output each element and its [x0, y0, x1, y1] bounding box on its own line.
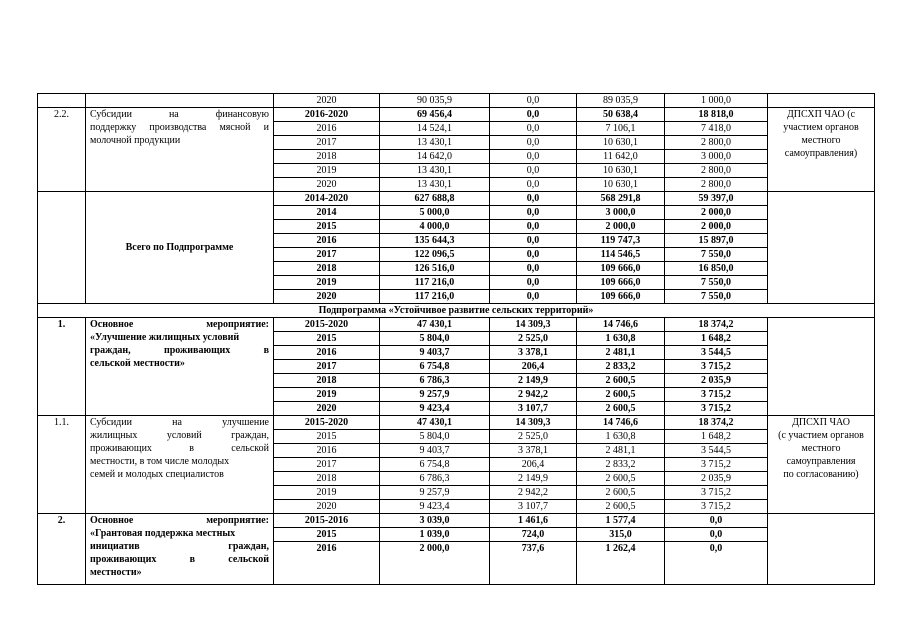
- item-code: 2.: [38, 514, 86, 585]
- cell-fed: 0,0: [490, 248, 577, 262]
- cell-reg: 14 746,6: [577, 416, 665, 430]
- cell-year: 2015-2020: [274, 318, 380, 332]
- table-row: [38, 416, 875, 430]
- cell-other: 2 000,0: [665, 206, 768, 220]
- cell-year: 2020: [274, 402, 380, 416]
- cell-reg: 1 262,4: [577, 542, 665, 585]
- cell-total: 4 000,0: [380, 220, 490, 234]
- cell-total: 1 039,0: [380, 528, 490, 542]
- code-cell: [38, 192, 86, 304]
- item-description: [86, 318, 274, 416]
- item-description: [86, 108, 274, 192]
- text-line: граждан, проживающих в: [90, 345, 269, 356]
- cell-year: 2020: [274, 94, 380, 108]
- cell-other: 18 374,2: [665, 416, 768, 430]
- cell-total: 90 035,9: [380, 94, 490, 108]
- cell-reg: 11 642,0: [577, 150, 665, 164]
- text-line: Основное мероприятие:: [90, 515, 269, 526]
- cell-total: 9 403,7: [380, 444, 490, 458]
- cell-fed: 0,0: [490, 122, 577, 136]
- text-line: проживающих в сельской: [90, 443, 269, 454]
- cell-total: 47 430,1: [380, 318, 490, 332]
- cell-year: 2015: [274, 332, 380, 346]
- text-line: сельской местности»: [90, 358, 185, 369]
- cell-total: 135 644,3: [380, 234, 490, 248]
- cell-total: 117 216,0: [380, 276, 490, 290]
- cell-reg: 89 035,9: [577, 94, 665, 108]
- cell-fed: 14 309,3: [490, 416, 577, 430]
- text-line: «Грантовая поддержка местных: [90, 528, 236, 539]
- cell-total: 9 423,4: [380, 402, 490, 416]
- cell-total: 5 804,0: [380, 332, 490, 346]
- item-description: [86, 416, 274, 514]
- cell-year: 2019: [274, 388, 380, 402]
- cell-total: 13 430,1: [380, 164, 490, 178]
- cell-reg: 114 546,5: [577, 248, 665, 262]
- cell-reg: 2 600,5: [577, 500, 665, 514]
- cell-year: 2020: [274, 500, 380, 514]
- cell-fed: 724,0: [490, 528, 577, 542]
- cell-fed: 2 942,2: [490, 486, 577, 500]
- cell-total: 6 754,8: [380, 360, 490, 374]
- cell-reg: 1 577,4: [577, 514, 665, 528]
- cell-other: 18 818,0: [665, 108, 768, 122]
- cell-year: 2016: [274, 234, 380, 248]
- cell-year: 2018: [274, 262, 380, 276]
- text-line: «Улучшение жилищных условий: [90, 332, 240, 343]
- cell-total: 13 430,1: [380, 136, 490, 150]
- cell-year: 2014: [274, 206, 380, 220]
- executor-cell: [768, 416, 875, 514]
- cell-reg: 2 833,2: [577, 360, 665, 374]
- cell-year: 2015: [274, 430, 380, 444]
- cell-total: 627 688,8: [380, 192, 490, 206]
- cell-reg: 2 481,1: [577, 346, 665, 360]
- cell-fed: 0,0: [490, 192, 577, 206]
- cell-other: 3 000,0: [665, 150, 768, 164]
- executor-cell: [768, 94, 875, 108]
- cell-fed: 0,0: [490, 220, 577, 234]
- table-body: [38, 94, 875, 585]
- cell-other: 3 715,2: [665, 402, 768, 416]
- cell-total: 6 786,3: [380, 374, 490, 388]
- cell-reg: 1 630,8: [577, 332, 665, 346]
- item-code: 1.: [38, 318, 86, 416]
- cell-total: 13 430,1: [380, 178, 490, 192]
- cell-other: 7 550,0: [665, 276, 768, 290]
- table-row: [38, 304, 875, 318]
- table-row: [38, 192, 875, 206]
- text-line: Основное мероприятие:: [90, 319, 269, 330]
- cell-reg: 3 000,0: [577, 206, 665, 220]
- cell-other: 2 035,9: [665, 374, 768, 388]
- cell-other: 7 550,0: [665, 248, 768, 262]
- cell-other: 2 035,9: [665, 472, 768, 486]
- executor-cell: [768, 514, 875, 585]
- table-row: [38, 108, 875, 122]
- cell-fed: 0,0: [490, 262, 577, 276]
- cell-fed: 206,4: [490, 458, 577, 472]
- cell-fed: 737,6: [490, 542, 577, 585]
- cell-reg: 109 666,0: [577, 262, 665, 276]
- cell-year: 2016: [274, 444, 380, 458]
- cell-other: 16 850,0: [665, 262, 768, 276]
- cell-other: 2 800,0: [665, 178, 768, 192]
- cell-year: 2015: [274, 528, 380, 542]
- cell-reg: 1 630,8: [577, 430, 665, 444]
- cell-total: 9 257,9: [380, 388, 490, 402]
- cell-reg: 109 666,0: [577, 290, 665, 304]
- cell-reg: 10 630,1: [577, 164, 665, 178]
- executor-cell: ДПСХП ЧАО (с участием органов местного самоуправления): [768, 108, 875, 192]
- cell-year: 2017: [274, 248, 380, 262]
- cell-fed: 3 107,7: [490, 500, 577, 514]
- item-code: 2.2.: [38, 108, 86, 192]
- cell-reg: 2 000,0: [577, 220, 665, 234]
- cell-other: 2 000,0: [665, 220, 768, 234]
- cell-total: 3 039,0: [380, 514, 490, 528]
- cell-total: 9 423,4: [380, 500, 490, 514]
- cell-total: 9 403,7: [380, 346, 490, 360]
- cell-reg: 119 747,3: [577, 234, 665, 248]
- cell-total: 117 216,0: [380, 290, 490, 304]
- cell-total: 69 456,4: [380, 108, 490, 122]
- cell-other: 3 715,2: [665, 388, 768, 402]
- cell-reg: 568 291,8: [577, 192, 665, 206]
- cell-year: 2019: [274, 486, 380, 500]
- cell-fed: 0,0: [490, 178, 577, 192]
- cell-year: 2016-2020: [274, 108, 380, 122]
- cell-fed: 206,4: [490, 360, 577, 374]
- subprogram-title: Подпрограмма «Устойчивое развитие сельских территорий»: [38, 304, 875, 318]
- executor-cell: [768, 192, 875, 304]
- cell-year: 2015: [274, 220, 380, 234]
- cell-reg: 50 638,4: [577, 108, 665, 122]
- cell-year: 2019: [274, 276, 380, 290]
- cell-fed: 0,0: [490, 164, 577, 178]
- cell-year: 2018: [274, 150, 380, 164]
- cell-reg: 2 600,5: [577, 486, 665, 500]
- executor-cell: [768, 318, 875, 416]
- cell-other: 15 897,0: [665, 234, 768, 248]
- text-line: Субсидии на финансовую: [90, 109, 269, 120]
- cell-other: 2 800,0: [665, 164, 768, 178]
- cell-fed: 0,0: [490, 150, 577, 164]
- cell-reg: 10 630,1: [577, 178, 665, 192]
- cell-total: 6 786,3: [380, 472, 490, 486]
- cell-other: 7 418,0: [665, 122, 768, 136]
- cell-year: 2018: [274, 472, 380, 486]
- cell-other: 1 648,2: [665, 332, 768, 346]
- cell-other: 3 715,2: [665, 458, 768, 472]
- text-line: (с участием органов: [778, 430, 864, 441]
- cell-year: 2016: [274, 122, 380, 136]
- text-line: Субсидии на улучшение: [90, 417, 269, 428]
- cell-other: 59 397,0: [665, 192, 768, 206]
- cell-total: 122 096,5: [380, 248, 490, 262]
- cell-total: 9 257,9: [380, 486, 490, 500]
- text-line: местности, в том числе молодых: [90, 456, 230, 467]
- text-line: местности»: [90, 567, 142, 578]
- cell-reg: 2 481,1: [577, 444, 665, 458]
- cell-reg: 109 666,0: [577, 276, 665, 290]
- cell-fed: 3 107,7: [490, 402, 577, 416]
- cell-total: 6 754,8: [380, 458, 490, 472]
- cell-year: 2020: [274, 290, 380, 304]
- budget-table: [37, 93, 875, 585]
- cell-fed: 2 149,9: [490, 472, 577, 486]
- cell-total: 5 804,0: [380, 430, 490, 444]
- cell-other: 3 544,5: [665, 444, 768, 458]
- cell-fed: 0,0: [490, 206, 577, 220]
- cell-other: 3 715,2: [665, 500, 768, 514]
- item-description: [86, 514, 274, 585]
- code-cell: [38, 94, 86, 108]
- cell-year: 2018: [274, 374, 380, 388]
- cell-reg: 2 600,5: [577, 388, 665, 402]
- cell-total: 5 000,0: [380, 206, 490, 220]
- cell-total: 2 000,0: [380, 542, 490, 585]
- cell-fed: 2 149,9: [490, 374, 577, 388]
- cell-other: 0,0: [665, 528, 768, 542]
- cell-fed: 0,0: [490, 94, 577, 108]
- cell-other: 3 715,2: [665, 360, 768, 374]
- cell-fed: 0,0: [490, 136, 577, 150]
- cell-reg: 14 746,6: [577, 318, 665, 332]
- cell-other: 3 715,2: [665, 486, 768, 500]
- cell-other: 0,0: [665, 542, 768, 585]
- total-label: Всего по Подпрограмме: [86, 192, 274, 304]
- cell-reg: 10 630,1: [577, 136, 665, 150]
- cell-other: 1 648,2: [665, 430, 768, 444]
- cell-year: 2016: [274, 542, 380, 585]
- cell-year: 2019: [274, 164, 380, 178]
- cell-fed: 2 525,0: [490, 332, 577, 346]
- cell-year: 2014-2020: [274, 192, 380, 206]
- table-row: [38, 514, 875, 528]
- cell-fed: 0,0: [490, 290, 577, 304]
- text-line: поддержку производства мясной и: [90, 122, 269, 133]
- cell-total: 47 430,1: [380, 416, 490, 430]
- text-line: местного самоуправления: [786, 443, 856, 467]
- cell-reg: 2 833,2: [577, 458, 665, 472]
- cell-total: 14 524,1: [380, 122, 490, 136]
- cell-other: 7 550,0: [665, 290, 768, 304]
- cell-fed: 14 309,3: [490, 318, 577, 332]
- cell-total: 14 642,0: [380, 150, 490, 164]
- text-line: семей и молодых специалистов: [90, 469, 224, 480]
- description-cell: [86, 94, 274, 108]
- cell-year: 2020: [274, 178, 380, 192]
- cell-year: 2017: [274, 136, 380, 150]
- cell-fed: 2 942,2: [490, 388, 577, 402]
- cell-fed: 2 525,0: [490, 430, 577, 444]
- table-row: [38, 318, 875, 332]
- cell-year: 2017: [274, 458, 380, 472]
- cell-other: 1 000,0: [665, 94, 768, 108]
- cell-other: 2 800,0: [665, 136, 768, 150]
- cell-other: 18 374,2: [665, 318, 768, 332]
- cell-reg: 315,0: [577, 528, 665, 542]
- cell-year: 2016: [274, 346, 380, 360]
- cell-fed: 0,0: [490, 234, 577, 248]
- cell-reg: 2 600,5: [577, 402, 665, 416]
- cell-other: 3 544,5: [665, 346, 768, 360]
- item-code: 1.1.: [38, 416, 86, 514]
- text-line: молочной продукции: [90, 135, 181, 146]
- cell-other: 0,0: [665, 514, 768, 528]
- cell-fed: 1 461,6: [490, 514, 577, 528]
- cell-fed: 3 378,1: [490, 346, 577, 360]
- text-line: проживающих в сельской: [90, 554, 269, 565]
- cell-year: 2015-2016: [274, 514, 380, 528]
- cell-fed: 0,0: [490, 276, 577, 290]
- text-line: ДПСХП ЧАО: [792, 417, 850, 428]
- cell-year: 2015-2020: [274, 416, 380, 430]
- text-line: инициатив граждан,: [90, 541, 269, 552]
- text-line: жилищных условий граждан,: [90, 430, 269, 441]
- cell-total: 126 516,0: [380, 262, 490, 276]
- cell-year: 2017: [274, 360, 380, 374]
- cell-reg: 7 106,1: [577, 122, 665, 136]
- cell-reg: 2 600,5: [577, 472, 665, 486]
- table-row: [38, 94, 875, 108]
- cell-fed: 0,0: [490, 108, 577, 122]
- cell-reg: 2 600,5: [577, 374, 665, 388]
- cell-fed: 3 378,1: [490, 444, 577, 458]
- text-line: по согласованию): [783, 469, 859, 480]
